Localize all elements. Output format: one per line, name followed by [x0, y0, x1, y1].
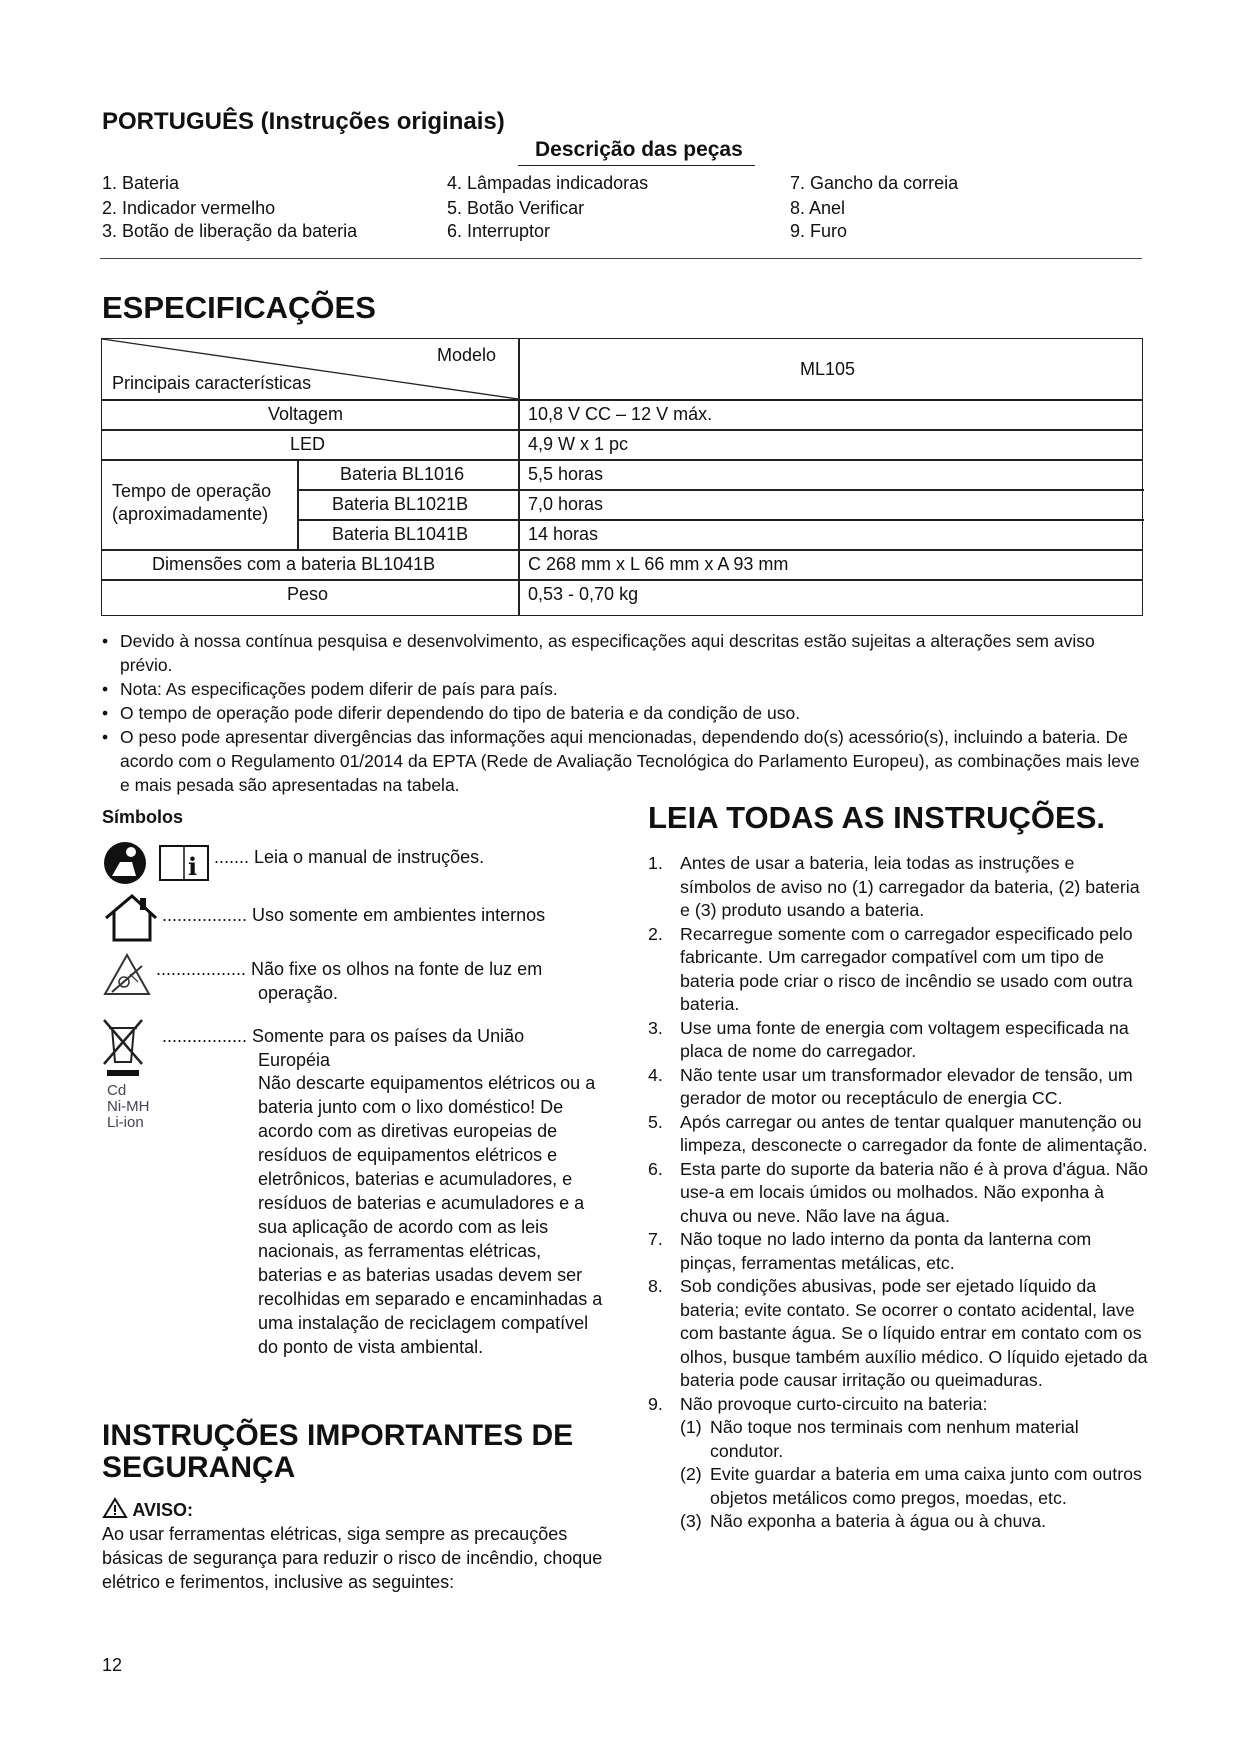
instruction-text: Use uma fonte de energia com voltagem especificada na placa de nome do carregador. — [680, 1017, 1129, 1061]
part-item: 8. Anel — [790, 198, 846, 218]
weight-value: 0,53 - 0,70 kg — [528, 584, 639, 604]
symbol-text: .................. Não fixe os olhos na fonte de luz em — [156, 959, 543, 979]
subitem-number: (3) — [680, 1511, 702, 1531]
battery-row-value: 5,5 horas — [528, 464, 604, 484]
chem-label: Cd — [107, 1082, 127, 1099]
warning-text: Ao usar ferramentas elétricas, siga sempre as precauções básicas de segurança para reduzir o risco de incêndio, choque elétrico e ferimentos, inclusive as seguintes: — [102, 1524, 603, 1592]
subitem-number: (2) — [680, 1464, 702, 1484]
table-row-line — [102, 579, 1142, 581]
instruction-text: Recarregue somente com o carregador especificado pelo fabricante. Um carregador compatível com um tipo de bateria pode criar o risco de incêndio se usado com outra bateria. — [680, 923, 1133, 1014]
spec-note: • Devido à nossa contínua pesquisa e desenvolvimento, as especificações aqui descritas estão sujeitas a alterações sem aviso prévio. — [102, 629, 1142, 677]
table-row-line — [102, 429, 1142, 431]
instruction-subitem — [648, 1416, 1148, 1463]
instruction-number: 8. — [648, 1276, 663, 1296]
operating-time-label-2: (aproximadamente) — [112, 504, 269, 524]
instruction-text: Não provoque curto-circuito na bateria: — [680, 1393, 988, 1414]
safety-title-line: INSTRUÇÕES IMPORTANTES DE — [102, 1419, 574, 1452]
instruction-text: Não tente usar um transformador elevador de tensão, um gerador de motor ou receptáculo de energia CC. — [680, 1064, 1133, 1108]
warning-heading — [102, 1497, 193, 1521]
warning-triangle-icon — [102, 1497, 128, 1519]
battery-row-value: 7,0 horas — [528, 494, 604, 514]
operating-time-label: Tempo de operação — [112, 481, 272, 501]
instruction-number: 1. — [648, 853, 663, 873]
safety-title-line: SEGURANÇA — [102, 1451, 296, 1484]
table-row-line — [102, 399, 1142, 401]
symbol-text: ....... Leia o manual de instruções. — [214, 847, 485, 867]
parts-title-underline — [518, 165, 755, 166]
table-row-line — [297, 519, 1144, 521]
part-item: 1. Bateria — [102, 173, 180, 193]
part-item: 7. Gancho da correia — [790, 173, 959, 193]
instruction-number: 2. — [648, 923, 663, 944]
table-column-divider — [518, 339, 520, 615]
header-features: Principais características — [112, 373, 312, 393]
part-item: 6. Interruptor — [447, 221, 551, 241]
instruction-item — [648, 1228, 1148, 1275]
led-label: LED — [290, 434, 326, 454]
instruction-number: 5. — [648, 1111, 663, 1132]
page-number: 12 — [102, 1655, 123, 1675]
parts-title: Descrição das peças — [535, 138, 743, 161]
spec-note: • O tempo de operação pode diferir dependendo do tipo de bateria e da condição de uso. — [102, 701, 1142, 725]
read-all-title: LEIA TODAS AS INSTRUÇÕES. — [648, 800, 1106, 835]
header-model: Modelo — [437, 345, 497, 365]
safety-title — [102, 1420, 573, 1484]
battery-row-label: Bateria BL1041B — [332, 524, 469, 544]
model-value: ML105 — [800, 359, 856, 379]
symbol-text: ................. Somente para os países da União — [162, 1026, 525, 1046]
specs-table — [101, 338, 1143, 616]
instruction-item — [648, 923, 1148, 1017]
no-stare-light-icon — [102, 952, 152, 998]
voltage-label: Voltagem — [268, 404, 344, 424]
read-manual-icon — [102, 838, 214, 888]
indoor-house-icon — [102, 892, 160, 944]
subitem-text: Evite guardar a bateria em uma caixa junto com outros objetos metálicos como pregos, moedas, etc. — [710, 1464, 1142, 1508]
instruction-text: Antes de usar a bateria, leia todas as instruções e símbolos de aviso no (1) carregador da bateria, (2) bateria e (3) produto usando a bateria. — [680, 853, 1140, 920]
part-item: 2. Indicador vermelho — [102, 198, 276, 218]
spec-note: • O peso pode apresentar divergências das informações aqui mencionadas, dependendo do(s) acessório(s), incluindo a bateria. De acordo com o Regulamento 01/2014 da EPTA (Rede de Avaliação Tecnológica do Parlamento Europeu), as combinações mais leve e mais pesada são apresentadas na tabela. — [102, 725, 1142, 797]
table-subcolumn-divider — [297, 459, 299, 549]
instruction-item — [648, 1158, 1148, 1229]
subitem-text: Não exponha a bateria à água ou à chuva. — [710, 1511, 1047, 1531]
instruction-subitem — [648, 1463, 1148, 1510]
weight-label: Peso — [287, 584, 329, 604]
symbol-text: operação. — [258, 983, 339, 1003]
instruction-item — [648, 1064, 1148, 1111]
part-item: 5. Botão Verificar — [447, 198, 585, 218]
battery-chemistry-labels — [107, 1083, 150, 1131]
instruction-number: 6. — [648, 1158, 663, 1179]
dimensions-value: C 268 mm x L 66 mm x A 93 mm — [528, 554, 789, 574]
warning-label: AVISO: — [132, 1500, 194, 1520]
instruction-item — [648, 852, 1148, 923]
instruction-number: 9. — [648, 1393, 663, 1414]
spec-notes — [102, 629, 1142, 797]
language-title: PORTUGUÊS (Instruções originais) — [102, 108, 505, 135]
instruction-number: 7. — [648, 1229, 663, 1249]
instruction-list — [648, 852, 1148, 1534]
instruction-text: Após carregar ou antes de tentar qualquer manutenção ou limpeza, desconecte o carregador da fonte de alimentação. — [680, 1111, 1148, 1155]
symbols-title: Símbolos — [102, 807, 184, 827]
subitem-number: (1) — [680, 1417, 702, 1437]
subitem-text: Não toque nos terminais com nenhum material condutor. — [710, 1417, 1079, 1461]
instruction-subitem — [648, 1510, 1148, 1534]
instruction-item — [648, 1017, 1148, 1064]
table-row-line — [102, 549, 1142, 551]
chem-label: Ni-MH — [107, 1098, 150, 1115]
led-value: 4,9 W x 1 pc — [528, 434, 629, 454]
instruction-number: 3. — [648, 1017, 663, 1038]
instruction-item — [648, 1275, 1148, 1393]
battery-row-label: Bateria BL1016 — [340, 464, 465, 484]
crossed-bin-icon — [102, 1018, 144, 1078]
spec-note: • Nota: As especificações podem diferir de país para país. — [102, 677, 1142, 701]
part-item: 3. Botão de liberação da bateria — [102, 221, 358, 241]
instruction-item — [648, 1111, 1148, 1158]
symbol-text: Européia — [258, 1050, 331, 1070]
part-item: 4. Lâmpadas indicadoras — [447, 173, 649, 193]
instruction-text: Não toque no lado interno da ponta da lanterna com pinças, ferramentas metálicas, etc. — [680, 1229, 1092, 1273]
instruction-item — [648, 1393, 1148, 1417]
battery-row-value: 14 horas — [528, 524, 599, 544]
instruction-text: Esta parte do suporte da bateria não é à prova d'água. Não use-a em locais úmidos ou molhados. Não exponha à chuva ou neve. Não lave na água. — [680, 1158, 1149, 1226]
section-divider — [100, 258, 1142, 259]
eu-disposal-text: Não descarte equipamentos elétricos ou a bateria junto com o lixo doméstico! De acordo com as diretivas europeias de resíduos de equipamentos elétricos e eletrônicos, baterias e acumuladores, e resíduos de baterias e acumuladores e a sua aplicação de acordo com as leis nacionais, as ferramentas elétricas, baterias e as baterias usadas devem ser recolhidas em separado e encaminhadas a uma instalação de reciclagem compatível do ponto de vista ambiental. — [258, 1073, 603, 1357]
table-row-line — [102, 459, 1142, 461]
dimensions-label: Dimensões com a bateria BL1041B — [152, 554, 436, 574]
specs-title: ESPECIFICAÇÕES — [102, 290, 376, 325]
part-item: 9. Furo — [790, 221, 848, 241]
voltage-value: 10,8 V CC – 12 V máx. — [528, 404, 713, 424]
battery-row-label: Bateria BL1021B — [332, 494, 469, 514]
instruction-text: Sob condições abusivas, pode ser ejetado líquido da bateria; evite contato. Se ocorrer o contato acidental, lave com bastante água. Se o líquido entrar em contato com os olhos, busque também auxílio médico. O líquido ejetado da bateria pode causar irritação ou queimaduras. — [680, 1276, 1148, 1390]
instruction-number: 4. — [648, 1064, 663, 1085]
chem-label: Li-ion — [107, 1114, 144, 1131]
svg-text:i: i — [188, 852, 198, 881]
table-row-line — [297, 489, 1144, 491]
symbol-text: ................. Uso somente em ambientes internos — [162, 905, 546, 925]
